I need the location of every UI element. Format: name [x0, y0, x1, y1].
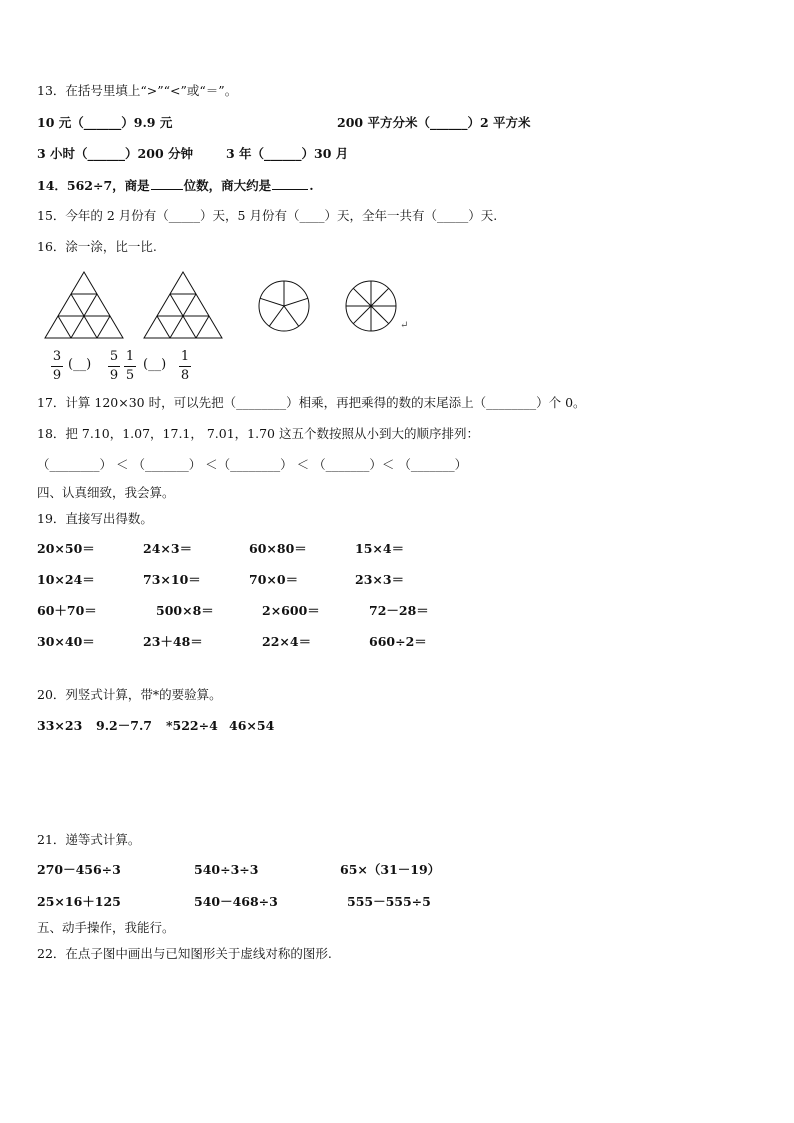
compare-blank-1[interactable]: (__): [68, 357, 92, 372]
q19-item: 20×50＝: [37, 541, 95, 556]
triangle-grid-figure-1: [44, 271, 124, 339]
q21-item: 25×16＋125: [37, 894, 121, 909]
q15-line: 15．今年的 2 月份有（_____）天，5 月份有（____）天，全年一共有（_____）天.: [37, 208, 498, 223]
q17-line: 17．计算 120×30 时，可以先把（________）相乘，再把乘得的数的末尾添上（________）个 0。: [37, 395, 586, 410]
q19-item: 60×80＝: [249, 541, 307, 556]
q19-title: 19．直接写出得数。: [37, 511, 153, 526]
paragraph-mark: ↵: [400, 320, 409, 331]
q18-order-line: （________） ＜ （_______） ＜（________） ＜ （_______）＜ （_______）: [37, 457, 468, 472]
circle-five-parts: [258, 280, 310, 332]
q13-item-4: 3 年（______）30 月: [226, 146, 349, 161]
q20-title: 20．列竖式计算，带*的要验算。: [37, 687, 222, 702]
q19-item: 660÷2＝: [369, 634, 427, 649]
q20-item: 46×54: [229, 718, 275, 733]
q21-item: 540－468÷3: [194, 894, 278, 909]
fraction-denominator: 5: [125, 368, 135, 383]
q19-item: 72－28＝: [369, 603, 429, 618]
q19-item: 2×600＝: [262, 603, 320, 618]
q19-item: 500×8＝: [156, 603, 214, 618]
q19-item: 60＋70＝: [37, 603, 97, 618]
q19-item: 23＋48＝: [143, 634, 203, 649]
q14-suffix: .: [309, 178, 314, 193]
fraction-denominator: 9: [109, 368, 119, 383]
q13-item-1: 10 元（______）9.9 元: [37, 115, 173, 130]
section-4-heading: 四、认真细致，我会算。: [37, 485, 175, 500]
q21-item: 270－456÷3: [37, 862, 121, 877]
triangle-grid-figure-2: [143, 271, 223, 339]
q20-item: *522÷4: [166, 718, 218, 733]
fraction-denominator: 9: [52, 368, 62, 383]
fraction-5-9: [108, 349, 120, 384]
q14-mid: 位数，商大约是: [183, 178, 272, 193]
fraction-numerator: 5: [109, 349, 119, 364]
q21-item: 555－555÷5: [347, 894, 431, 909]
q21-title: 21．递等式计算。: [37, 832, 141, 847]
q19-item: 70×0＝: [249, 572, 299, 587]
fraction-3-9: [51, 349, 63, 384]
fraction-1-5: [124, 349, 136, 384]
fraction-1-8: [179, 349, 191, 384]
fraction-numerator: 1: [180, 349, 190, 364]
q19-item: 30×40＝: [37, 634, 95, 649]
q13-item-2: 200 平方分米（______）2 平方米: [337, 115, 531, 130]
q20-item: 9.2－7.7: [96, 718, 152, 733]
compare-blank-2[interactable]: (__): [143, 357, 167, 372]
q13-item-3: 3 小时（______）200 分钟: [37, 146, 193, 161]
q20-item: 33×23: [37, 718, 83, 733]
q21-item: 65×（31－19）: [340, 862, 441, 877]
q16-title: 16．涂一涂，比一比.: [37, 239, 157, 254]
q13-title: 13．在括号里填上“>”“<”或“＝”。: [37, 83, 238, 98]
q19-item: 15×4＝: [355, 541, 405, 556]
q22-title: 22．在点子图中画出与已知图形关于虚线对称的图形.: [37, 946, 332, 961]
q14-prefix: 14．562÷7，商是: [37, 178, 150, 193]
q14-line: [37, 177, 314, 194]
circle-eight-parts: [345, 280, 397, 332]
fraction-numerator: 3: [52, 349, 62, 364]
q18-title: 18．把 7.10，1.07，17.1， 7.01，1.70 这五个数按照从小到大的顺序排列：: [37, 426, 479, 441]
fraction-numerator: 1: [125, 349, 135, 364]
q19-item: 22×4＝: [262, 634, 312, 649]
q14-blank-digits[interactable]: [151, 177, 183, 190]
q19-item: 23×3＝: [355, 572, 405, 587]
section-5-heading: 五、动手操作，我能行。: [37, 920, 175, 935]
q19-item: 73×10＝: [143, 572, 201, 587]
q19-item: 10×24＝: [37, 572, 95, 587]
q21-item: 540÷3÷3: [194, 862, 259, 877]
q19-item: 24×3＝: [143, 541, 193, 556]
q14-blank-estimate[interactable]: [272, 177, 308, 190]
fraction-denominator: 8: [180, 368, 190, 383]
